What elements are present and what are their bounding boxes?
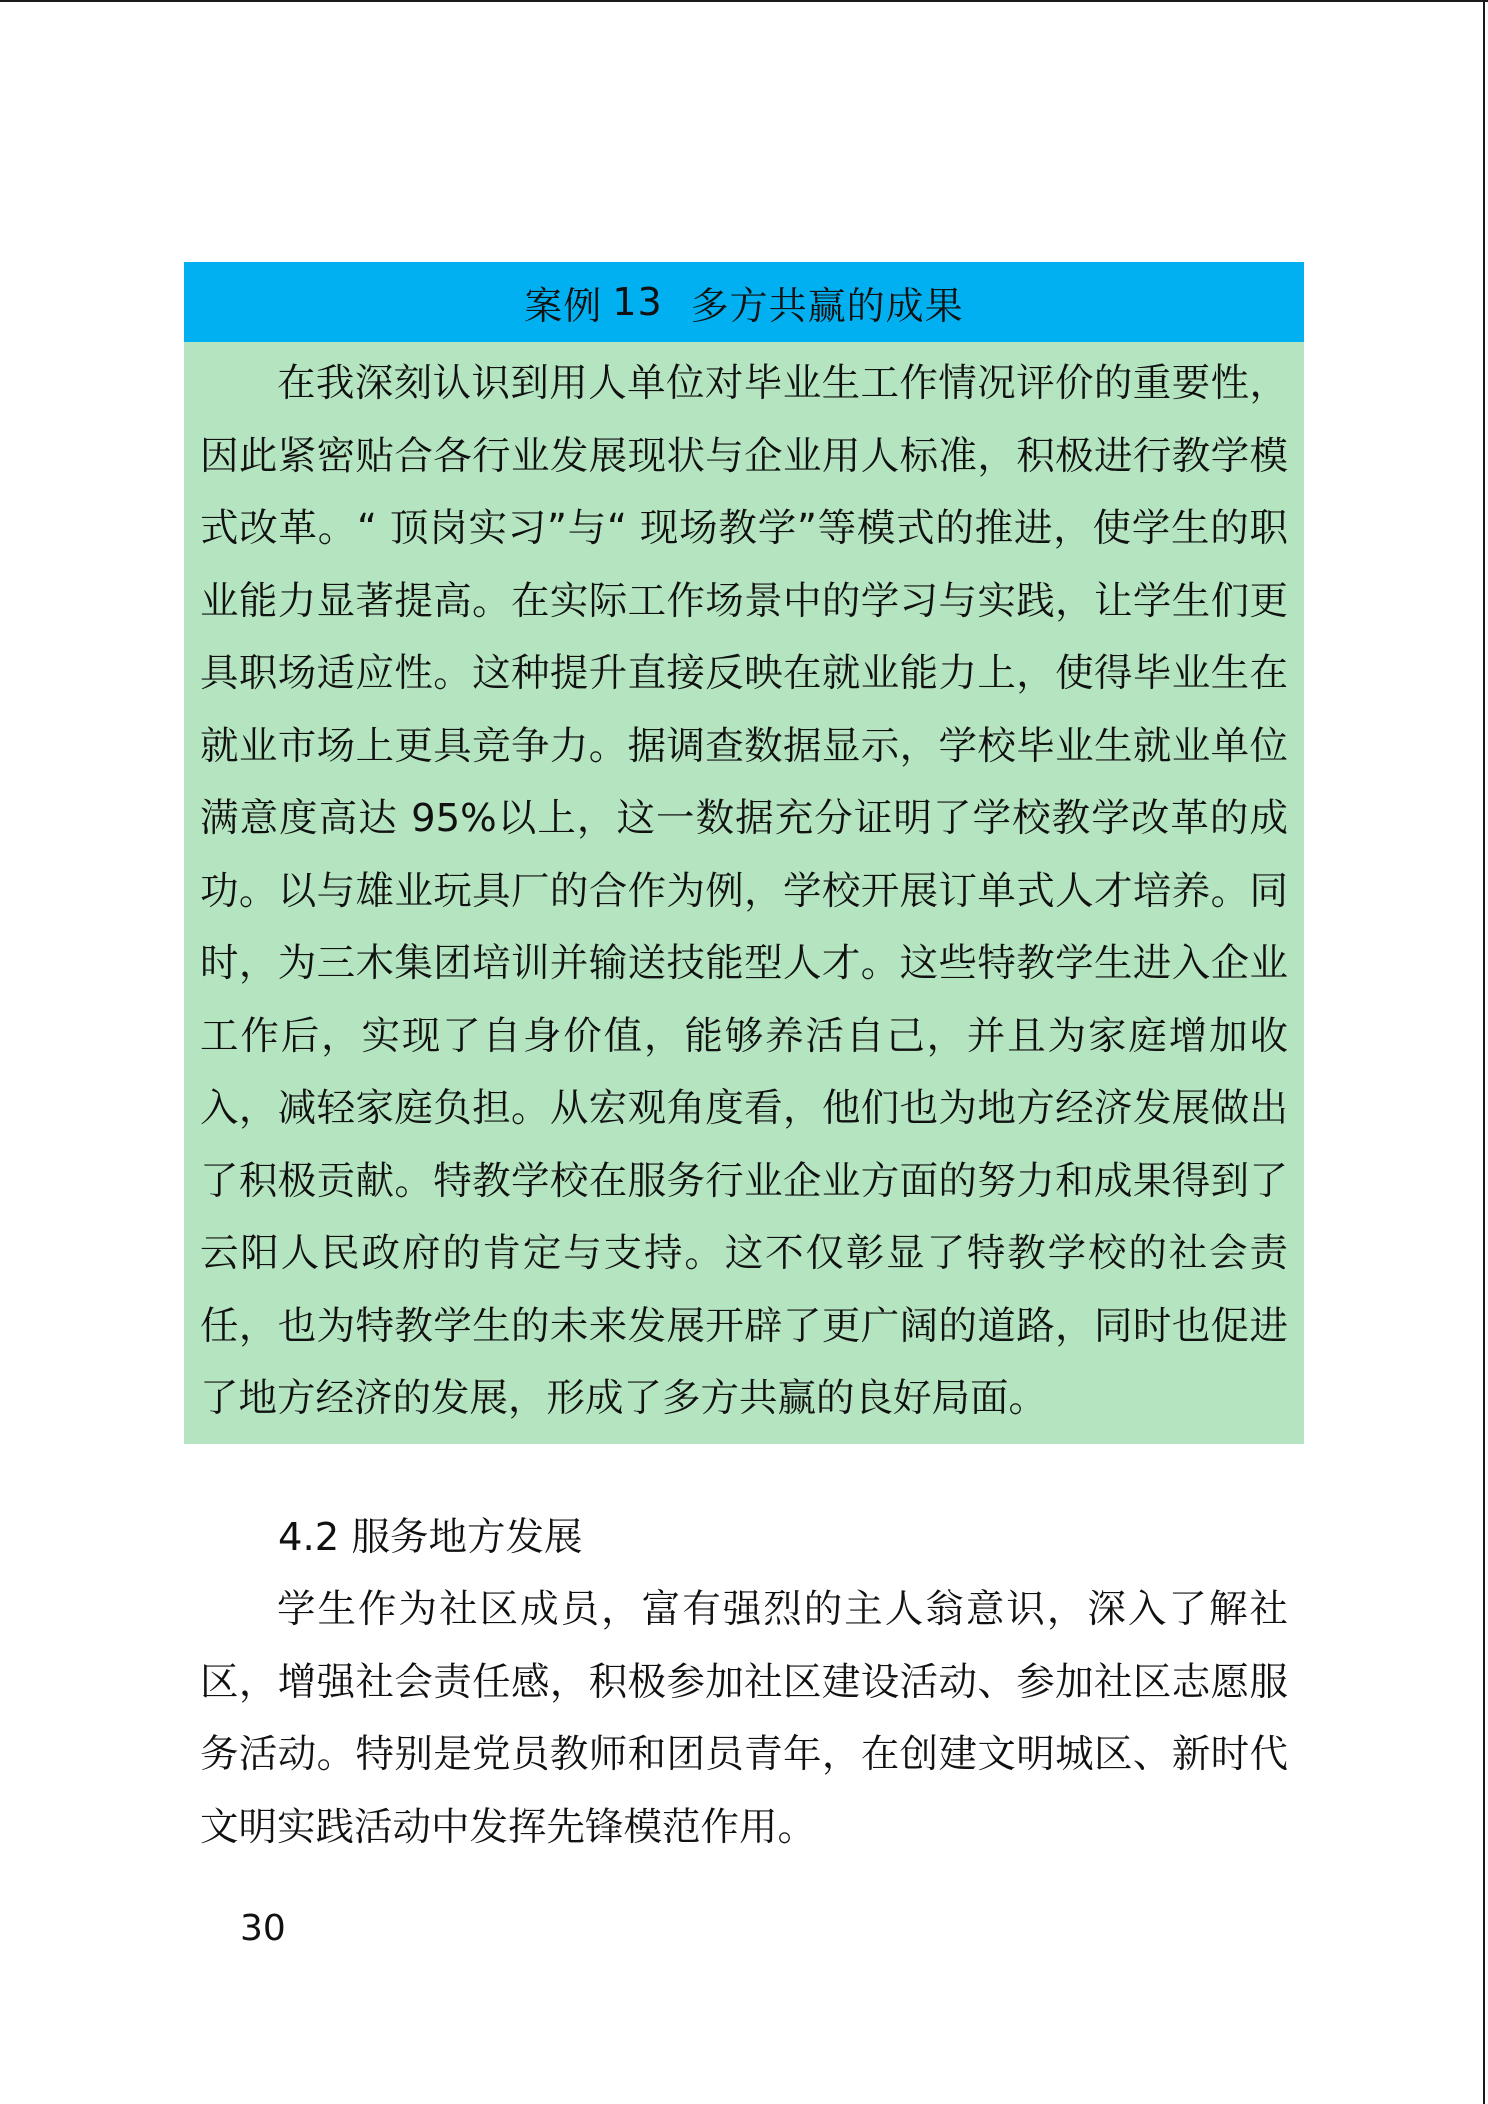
section-body (200, 1574, 1288, 1864)
page-number: 30 (240, 1908, 286, 1949)
page-top-border (0, 0, 1488, 2)
case-study-box (184, 262, 1304, 1444)
case-header (184, 262, 1304, 342)
page-right-border (1483, 0, 1485, 2104)
section-heading: 4.2 服务地方发展 (278, 1515, 583, 1560)
case-number: 13 (612, 280, 663, 324)
case-paragraph: 在我深刻认识到用人单位对毕业生工作情况评价的重要性，因此紧密贴合各行业发展现状与企业用人标准，积极进行教学模式改革。“ 顶岗实习”与“ 现场教学”等模式的推进，使学生的职业能力显著提高。在实际工作场景中的学习与实践，让学生们更具职场适应性。这种提升直接反映在就业能力上，使得毕业生在就业市场上更具竞争力。据调查数据显示，学校毕业生就业单位满意度高达 95%以上，这一数据充分证明了学校教学改革的成功。以与雄业玩具厂的合作为例，学校开展订单式人才培养。同时，为三木集团培训并输送技能型人才。这些特教学生进入企业工作后，实现了自身价值，能够养活自己，并且为家庭增加收入，减轻家庭负担。从宏观角度看，他们也为地方经济发展做出了积极贡献。特教学校在服务行业企业方面的努力和成果得到了云阳人民政府的肯定与支持。这不仅彰显了特教学校的社会责任，也为特教学生的未来发展开辟了更广阔的道路，同时也促进了地方经济的发展，形成了多方共赢的良好局面。 (200, 361, 1288, 1421)
case-title: 多方共赢的成果 (690, 283, 964, 328)
section-paragraph: 学生作为社区成员，富有强烈的主人翁意识，深入了解社区，增强社会责任感，积极参加社区建设活动、参加社区志愿服务活动。特别是党员教师和团员青年，在创建文明城区、新时代文明实践活动中发挥先锋模范作用。 (200, 1587, 1288, 1850)
case-body (184, 342, 1304, 1444)
case-label: 案例 (524, 283, 603, 328)
